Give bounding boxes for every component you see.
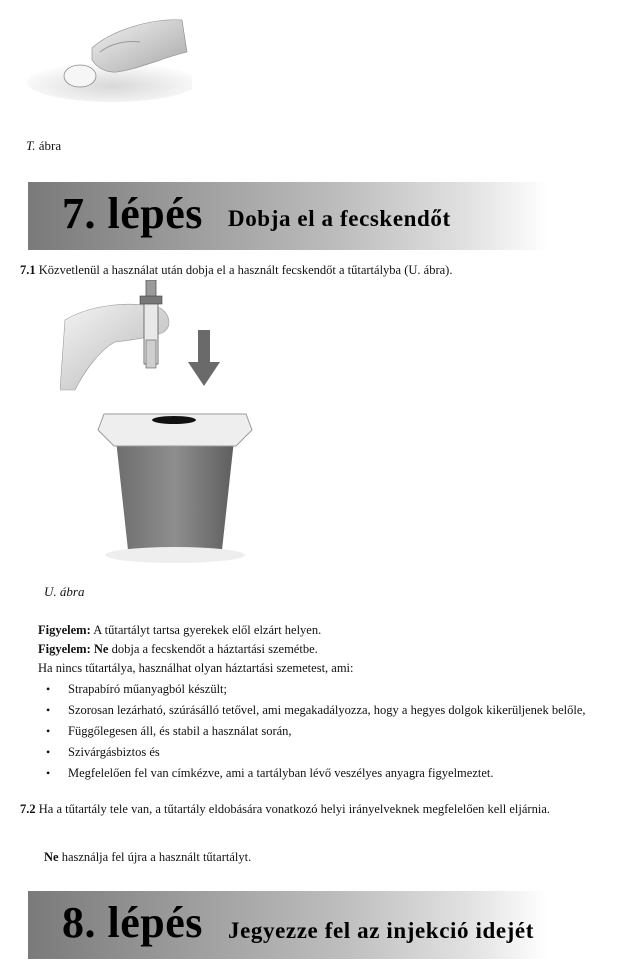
paragraph-7-1 bbox=[20, 262, 630, 279]
hand-shape bbox=[92, 20, 187, 72]
warning-2-bold-word: Ne bbox=[93, 642, 109, 656]
figure-t-caption bbox=[26, 138, 61, 154]
figure-u-illustration bbox=[60, 280, 275, 570]
paragraph-7-2-number: 7.2 bbox=[20, 802, 36, 816]
syringe-plunger bbox=[146, 280, 156, 298]
reuse-warning-text: használja fel újra a használt tűtartályt. bbox=[58, 850, 252, 864]
paragraph-7-2-text: Ha a tűtartály tele van, a tűtartály eldobására vonatkozó helyi irányelveknek megfelelően kell eljárnia. bbox=[38, 802, 550, 816]
list-item-text: Függőlegesen áll, és stabil a használat során, bbox=[68, 724, 292, 738]
figure-t-illustration bbox=[22, 10, 192, 105]
list-item-text: Strapabíró műanyagból készült; bbox=[68, 682, 227, 696]
step-8-title: Jegyezze fel az injekció idejét bbox=[228, 918, 534, 943]
step-8-banner bbox=[28, 891, 548, 959]
warning-2-label: Figyelem: bbox=[38, 642, 91, 656]
list-item: • Szorosan lezárható, szúrásálló tetővel, ami megakadályozza, hogy a hegyes dolgok kikerüljenek belőle, bbox=[46, 703, 586, 717]
lid-opening bbox=[152, 416, 196, 424]
sharps-container-body bbox=[116, 440, 234, 550]
figure-t-letter: T. bbox=[26, 138, 36, 153]
warning-1-text: A tűtartályt tartsa gyerekek elől elzárt helyen. bbox=[93, 623, 322, 637]
paragraph-7-2 bbox=[20, 801, 635, 818]
list-item-text: Megfelelően fel van címkézve, ami a tartályban lévő veszélyes anyagra figyelmeztet. bbox=[68, 766, 494, 780]
reuse-warning-bold: Ne bbox=[44, 850, 59, 864]
step-7-title: Dobja el a fecskendőt bbox=[228, 206, 451, 231]
syringe-flange bbox=[140, 296, 162, 304]
warning-2 bbox=[38, 641, 628, 658]
step-7-banner bbox=[28, 182, 548, 250]
paragraph-7-1-text: Közvetlenül a használat után dobja el a használt fecskendőt a tűtartályba (U. ábra). bbox=[38, 263, 453, 277]
bullet-list bbox=[42, 681, 622, 786]
paragraph-7-1-number: 7.1 bbox=[20, 263, 36, 277]
step-7-number: 7. lépés bbox=[62, 189, 203, 238]
list-item: • Szivárgásbiztos és bbox=[46, 745, 160, 759]
list-item: • Megfelelően fel van címkézve, ami a tartályban lévő veszélyes anyagra figyelmeztet. bbox=[46, 766, 494, 780]
cotton-ball bbox=[64, 65, 96, 87]
down-arrow-icon bbox=[188, 330, 220, 386]
step-8-number: 8. lépés bbox=[62, 898, 203, 947]
list-item-text: Szivárgásbiztos és bbox=[68, 745, 160, 759]
list-item: • Strapabíró műanyagból készült; bbox=[46, 682, 227, 696]
list-item: • Függőlegesen áll, és stabil a használat során, bbox=[46, 724, 292, 738]
no-container-intro: Ha nincs tűtartálya, használhat olyan háztartási szemetest, ami: bbox=[38, 661, 354, 675]
warning-1 bbox=[38, 622, 628, 639]
warning-1-label: Figyelem: bbox=[38, 623, 91, 637]
warning-2-text: dobja a fecskendőt a háztartási szemétbe. bbox=[108, 642, 318, 656]
container-shadow bbox=[105, 547, 245, 563]
list-item-text: Szorosan lezárható, szúrásálló tetővel, ami megakadályozza, hogy a hegyes dolgok kikerüljenek belőle, bbox=[68, 703, 586, 717]
reuse-warning bbox=[44, 849, 624, 866]
figure-t-label: ábra bbox=[38, 138, 62, 153]
syringe-needle-cap bbox=[146, 340, 156, 368]
figure-u-caption: U. ábra bbox=[44, 584, 85, 599]
